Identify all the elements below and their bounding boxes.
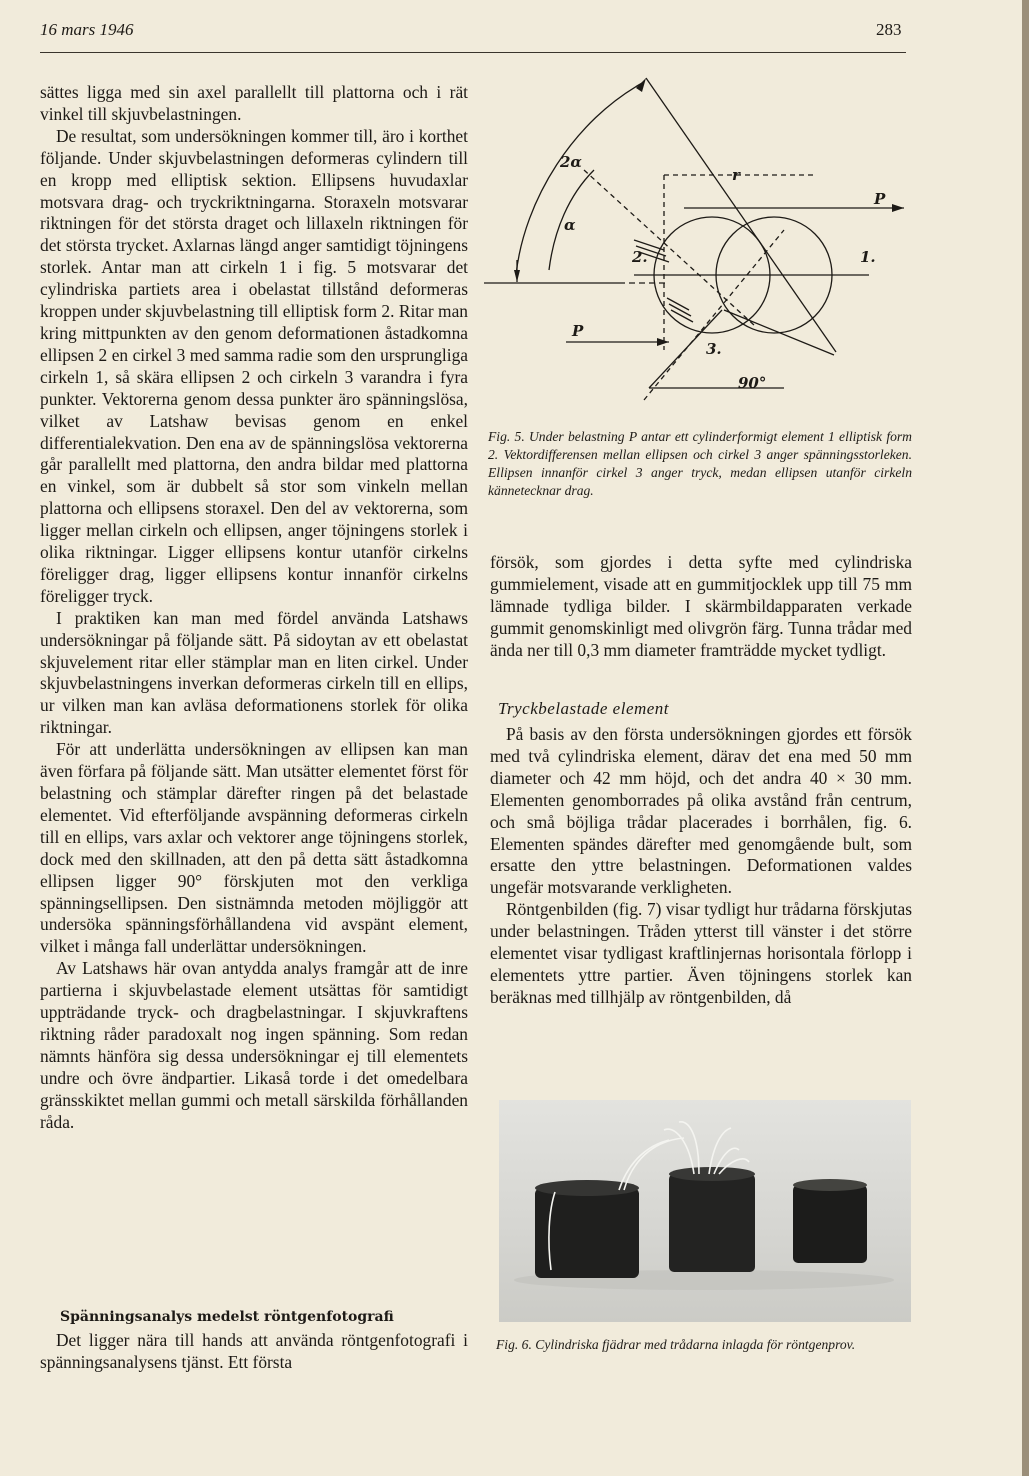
subheading: Tryckbelastade element bbox=[498, 699, 670, 718]
page-number: 283 bbox=[876, 20, 902, 39]
angle-arc bbox=[516, 82, 644, 275]
label-p-left: P bbox=[572, 322, 584, 340]
diagonal-axis bbox=[646, 78, 836, 352]
left-column bbox=[40, 82, 468, 1134]
arrowhead-arc bbox=[514, 270, 520, 282]
arrowhead-p-right bbox=[892, 204, 904, 212]
label-two: 2. bbox=[632, 248, 648, 266]
right-column-bottom bbox=[490, 724, 912, 1009]
paragraph: Av Latshaws här ovan antydda analys framgår att de inre partierna i skjuvbelastade element utsättas för samtidigt uppträdande tryck- och dragbelastningar. I skjuvkraftens riktning råder paradoxalt nog ingen spänning. Som redan nämnts hänföra sig dessa undersökningar ej till elementets undre och övre ändpartier. Likaså torde i det omedelbara gränsskiktet mellan gummi och metall särskilda förhållanden råda. bbox=[40, 958, 468, 1132]
figure-5-caption: Fig. 5. Under belastning P antar ett cylinderformigt element 1 elliptisk form 2. Vektordifferensen mellan ellipsen och cirkel 3 anger spänningsstorleken. Ellipsen innanför cirkel 3 anger tryck, medan ellipsen utanför cirkeln kännetecknar drag. bbox=[488, 429, 912, 498]
label-r: r bbox=[732, 166, 740, 184]
label-alpha: α bbox=[564, 216, 576, 234]
paragraph: Det ligger nära till hands att använda röntgenfotografi i spänningsanalysens tjänst. Ett första bbox=[40, 1330, 468, 1372]
wedge-line-c bbox=[724, 310, 834, 355]
cylinder-middle bbox=[669, 1174, 755, 1272]
section-paragraph-block bbox=[40, 1330, 468, 1374]
paragraph: De resultat, som undersökningen kommer till, äro i korthet följande. Under skjuvbelastningen deformeras cylindern till en kropp med elliptisk sektion. Ellipsens huvudaxlar motsvara drag- och tryckriktningarna. Storaxeln motsvarar riktningen för det största draget och lillaxeln riktningen för det största trycket. Axlarnas längd anger samtidigt töjningens storlek. Antar man att cirkeln 1 i fig. 5 motsvarar det cylindriska partiets area i obelastat tillstånd deformeras kroppen under skjuvbelastning till elliptisk form 2. Ritar man kring mittpunkten av den genom deformationen åstadkomna ellipsen 2 en cirkel 3 med samma radie som den ursprungliga cirkeln 1, så skära ellipsen 2 och cirkeln 3 varandra i fyra punkter. Vektorerna genom dessa punkter äro spänningslösa, vilket av Latshaw bevisas genom en enkel differentialekvation. Den ena av de spänningslösa vektorerna går parallellt med plattorna, den andra bildar med plattorna en vinkel, som är dubbelt så stor som vinkeln mellan plattorna och ellipsens storaxel. Den del av vektorerna, som ligger mellan cirkeln och ellipsen, anger töjningens storlek i olika riktningar. Ligger ellipsens kontur utanför cirkelns föreligger drag, ligger ellipsens kontur innanför cirkelns föreligger tryck. bbox=[40, 125, 468, 606]
dashed-diagonal bbox=[584, 170, 754, 325]
paragraph: På basis av den första undersökningen gjordes ett försök med två cylindriska element, därav det ena med 50 mm diameter och 42 mm höjd, och det andra 40 × 30 mm. Elementen genomborrades på olika avstånd från centrum, och små böjliga trådar placerades i borrhålen, fig. 6. Elementen spändes därefter med genomgående bult, som ersatte den yttre belastningen. Deformationen valdes ungefär motsvarande verkligheten. bbox=[490, 724, 912, 898]
paragraph: I praktiken kan man med fördel använda Latshaws undersökningar på följande sätt. På sidoytan av ett obelastat skjuvelement ritar eller stämplar man en liten cirkel. Under skjuvbelastningens inverkan deformeras cirkeln till en ellips, ur vilken man kan avläsa deformationens storlek för olika riktningar. bbox=[40, 607, 468, 738]
figure-6-caption: Fig. 6. Cylindriska fjädrar med trådarna inlagda för röntgenprov. bbox=[496, 1337, 856, 1352]
right-column-top bbox=[490, 552, 912, 662]
label-two-alpha: 2α bbox=[560, 153, 582, 171]
arrowhead-p-left bbox=[657, 338, 669, 346]
paragraph: sättes ligga med sin axel parallellt till plattorna och i rät vinkel till skjuvbelastningen. bbox=[40, 82, 468, 124]
cylinder-right bbox=[793, 1185, 867, 1263]
header-rule bbox=[40, 52, 906, 53]
label-one: 1. bbox=[860, 248, 876, 266]
paragraph: För att underlätta undersökningen av ellipsen kan man även förfara på följande sätt. Man utsätter elementet först för belastning och stämplar därefter ringen på det belastade elementet. Vid efterföljande avspänning deformeras cirkeln till en ellips, vars axlar och vektorer ange töjningens storlek, dock med den skillnaden, att den på detta sätt åstadkomna ellipsen ligger 90° förskjuten mot den verkliga spänningsellipsen. Den sistnämnda metoden möjliggör att undersöka spänningsförhållandena vid avspänt element, vilket i många fall underlättar undersökningen. bbox=[40, 739, 468, 957]
cylinder-springs-image bbox=[499, 1100, 911, 1322]
header-date: 16 mars 1946 bbox=[40, 20, 134, 39]
figure-6-photo bbox=[499, 1100, 911, 1322]
paragraph: försök, som gjordes i detta syfte med cylindriska gummielement, visade att en gummitjocklek upp till 75 mm lämnade tydliga bilder. I skärmbildapparaten verkade gummit genomskinligt med olivgrön färg. Tunna trådar med ända ner till 0,3 mm diameter framträdde mycket tydligt. bbox=[490, 552, 912, 660]
figure-5-diagram bbox=[484, 70, 914, 420]
paragraph: Röntgenbilden (fig. 7) visar tydligt hur trådarna förskjutas under belastningen. Tråden ytterst till vänster i det större elementet visar tydligast kraftlinjernas horisontala förlopp i elementets yttre partier. Även töjningens storlek kan beräknas med tillhjälp av röntgenbilden, då bbox=[490, 899, 912, 1007]
label-ninety: 90° bbox=[738, 374, 767, 392]
page-edge bbox=[1022, 0, 1029, 1476]
label-three: 3. bbox=[706, 340, 722, 358]
label-p-right: P bbox=[874, 190, 886, 208]
section-heading: Spänningsanalys medelst röntgenfotografi bbox=[60, 1309, 394, 1325]
